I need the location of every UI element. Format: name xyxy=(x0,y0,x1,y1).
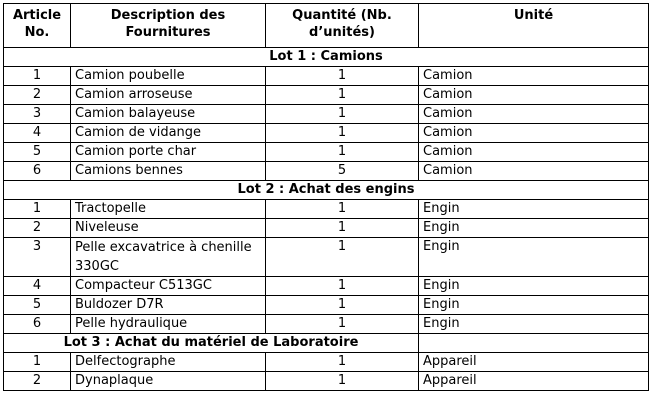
description: Pelle excavatrice à chenille 330GC xyxy=(71,238,266,277)
unit: Camion xyxy=(419,162,649,181)
quantity: 1 xyxy=(266,143,419,162)
table-row xyxy=(4,353,649,372)
table-row xyxy=(4,315,649,334)
article-no: 1 xyxy=(4,353,71,372)
quantity: 1 xyxy=(266,315,419,334)
lot-3-empty-cell xyxy=(419,334,649,353)
unit: Camion xyxy=(419,105,649,124)
header-description: Description des Fournitures xyxy=(71,4,266,48)
lot-2-title: Lot 2 : Achat des engins xyxy=(4,181,649,200)
article-no: 2 xyxy=(4,372,71,391)
description: Compacteur C513GC xyxy=(71,277,266,296)
header-row xyxy=(4,4,649,48)
article-no: 6 xyxy=(4,162,71,181)
article-no: 3 xyxy=(4,238,71,277)
quantity: 1 xyxy=(266,124,419,143)
quantity: 1 xyxy=(266,86,419,105)
table-row xyxy=(4,67,649,86)
description: Camion porte char xyxy=(71,143,266,162)
table-row xyxy=(4,162,649,181)
description: Buldozer D7R xyxy=(71,296,266,315)
description: Pelle hydraulique xyxy=(71,315,266,334)
quantity: 1 xyxy=(266,296,419,315)
header-unit: Unité xyxy=(419,4,649,48)
unit: Engin xyxy=(419,200,649,219)
table-row xyxy=(4,238,649,277)
unit: Appareil xyxy=(419,372,649,391)
unit: Engin xyxy=(419,219,649,238)
unit: Camion xyxy=(419,86,649,105)
description: Delfectographe xyxy=(71,353,266,372)
table-row xyxy=(4,372,649,391)
table-row xyxy=(4,105,649,124)
unit: Appareil xyxy=(419,353,649,372)
table-row xyxy=(4,200,649,219)
unit: Engin xyxy=(419,277,649,296)
description: Camion poubelle xyxy=(71,67,266,86)
article-no: 1 xyxy=(4,67,71,86)
header-quantity: Quantité (Nb. d’unités) xyxy=(266,4,419,48)
table-row xyxy=(4,296,649,315)
quantity: 1 xyxy=(266,372,419,391)
table-row xyxy=(4,219,649,238)
quantity: 1 xyxy=(266,105,419,124)
quantity: 1 xyxy=(266,219,419,238)
description: Camion balayeuse xyxy=(71,105,266,124)
lot-3-title: Lot 3 : Achat du matériel de Laboratoire xyxy=(4,334,419,353)
description: Camion arroseuse xyxy=(71,86,266,105)
quantity: 1 xyxy=(266,277,419,296)
quantity: 1 xyxy=(266,67,419,86)
unit: Engin xyxy=(419,238,649,277)
description: Niveleuse xyxy=(71,219,266,238)
description: Tractopelle xyxy=(71,200,266,219)
supplies-table xyxy=(3,3,649,391)
lot-1-title: Lot 1 : Camions xyxy=(4,48,649,67)
quantity: 5 xyxy=(266,162,419,181)
table-row xyxy=(4,86,649,105)
unit: Camion xyxy=(419,143,649,162)
article-no: 5 xyxy=(4,143,71,162)
description: Camion de vidange xyxy=(71,124,266,143)
article-no: 5 xyxy=(4,296,71,315)
article-no: 2 xyxy=(4,86,71,105)
table-row xyxy=(4,277,649,296)
unit: Engin xyxy=(419,296,649,315)
table-row xyxy=(4,124,649,143)
quantity: 1 xyxy=(266,238,419,277)
unit: Engin xyxy=(419,315,649,334)
article-no: 4 xyxy=(4,277,71,296)
unit: Camion xyxy=(419,124,649,143)
table-row xyxy=(4,143,649,162)
description: Dynaplaque xyxy=(71,372,266,391)
lot-title-row xyxy=(4,334,649,353)
lot-title-row xyxy=(4,48,649,67)
lot-title-row xyxy=(4,181,649,200)
unit: Camion xyxy=(419,67,649,86)
header-article: Article No. xyxy=(4,4,71,48)
quantity: 1 xyxy=(266,200,419,219)
article-no: 1 xyxy=(4,200,71,219)
article-no: 3 xyxy=(4,105,71,124)
description: Camions bennes xyxy=(71,162,266,181)
article-no: 4 xyxy=(4,124,71,143)
article-no: 6 xyxy=(4,315,71,334)
quantity: 1 xyxy=(266,353,419,372)
article-no: 2 xyxy=(4,219,71,238)
